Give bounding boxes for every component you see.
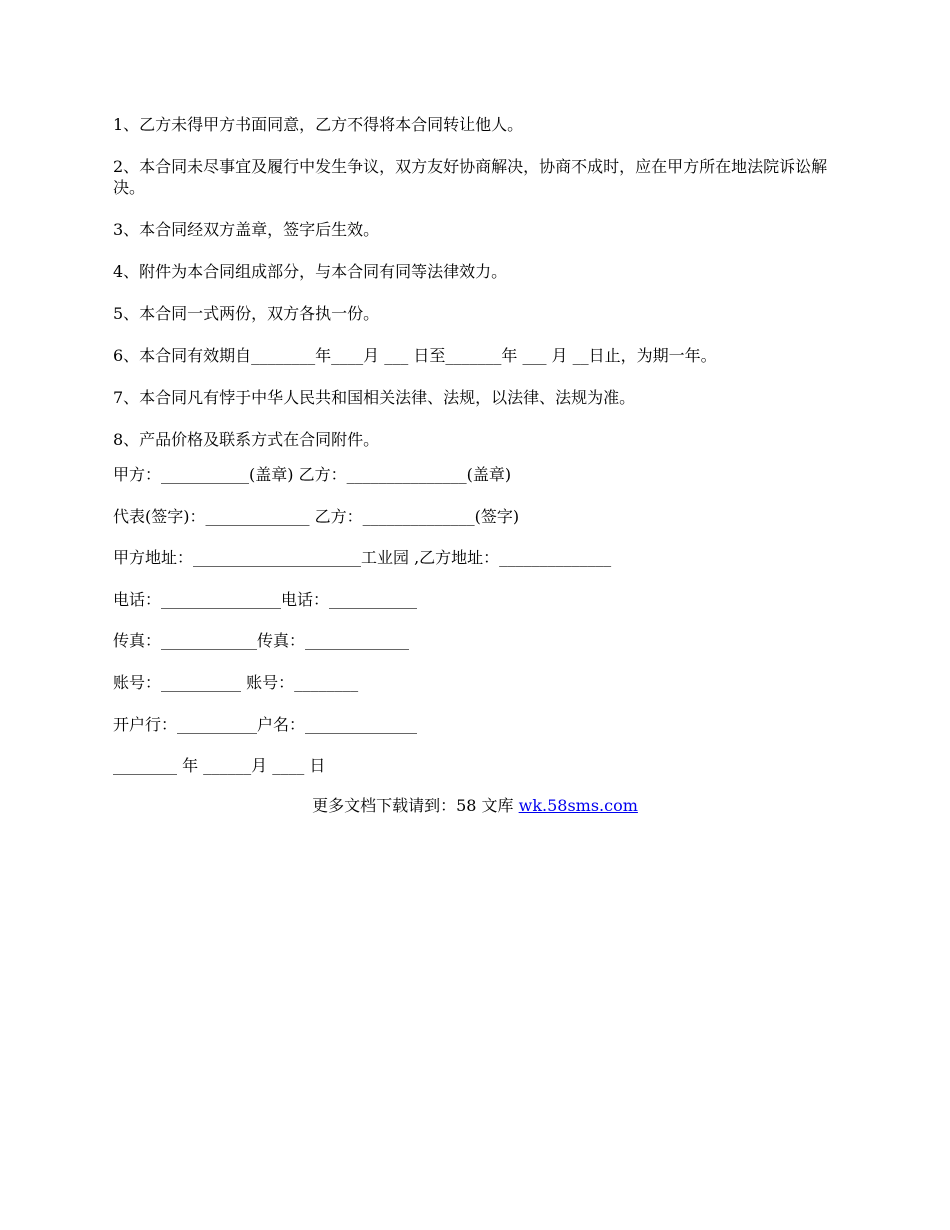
date-line: ________ 年 ______月 ____ 日 xyxy=(113,756,326,776)
download-footer xyxy=(0,795,950,816)
fax-line: 传真：____________传真：_____________ xyxy=(113,631,410,651)
contract-clauses xyxy=(113,114,843,471)
phone-line: 电话：_______________电话：___________ xyxy=(113,589,418,609)
clause-7: 7、本合同凡有悖于中华人民共和国相关法律、法规，以法律、法规为准。 xyxy=(113,388,636,407)
clause-4: 4、附件为本合同组成部分，与本合同有同等法律效力。 xyxy=(113,262,508,281)
clause-5: 5、本合同一式两份，双方各执一份。 xyxy=(113,304,380,323)
footer-link[interactable]: wk.58sms.com xyxy=(518,796,638,815)
footer-text: 更多文档下载请到：58 文库 xyxy=(312,796,519,815)
clause-2: 2、本合同未尽事宜及履行中发生争议，双方友好协商解决，协商不成时，应在甲方所在地法院诉讼解决。 xyxy=(113,157,828,197)
party-line: 甲方：___________(盖章) 乙方：_______________(盖章) xyxy=(113,465,512,484)
clause-1: 1、乙方未得甲方书面同意，乙方不得将本合同转让他人。 xyxy=(113,115,524,134)
address-line: 甲方地址：_____________________工业园 ,乙方地址：______________ xyxy=(113,548,612,568)
representative-line: 代表(签字)：_____________ 乙方：______________(签字) xyxy=(113,506,520,526)
bank-line: 开户行：__________户名：______________ xyxy=(113,714,418,734)
signature-block xyxy=(113,464,843,797)
clause-3: 3、本合同经双方盖章，签字后生效。 xyxy=(113,220,380,239)
clause-8: 8、产品价格及联系方式在合同附件。 xyxy=(113,430,380,449)
clause-6: 6、本合同有效期自________年____月 ___ 日至_______年 ___ 月 __日止，为期一年。 xyxy=(113,346,717,365)
account-line: 账号：__________ 账号：________ xyxy=(113,672,359,692)
